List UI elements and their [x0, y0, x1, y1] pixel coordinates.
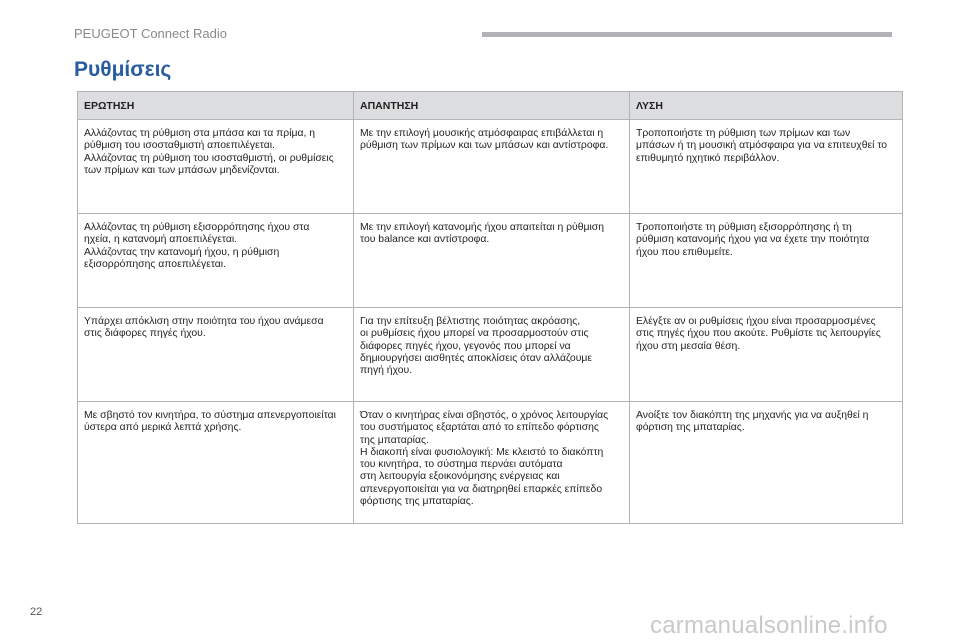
faq-table: [77, 91, 903, 524]
table-row: [78, 308, 903, 402]
table-row: [78, 120, 903, 214]
answer-cell: Με την επιλογή κατανομής ήχου απαιτείται η ρύθμιση του balance και αντίστροφα.: [354, 214, 630, 308]
table-header-row: [78, 92, 903, 120]
question-cell: Με σβηστό τον κινητήρα, το σύστημα απενεργοποιείται ύστερα από μερικά λεπτά χρήσης.: [78, 402, 354, 524]
column-header-question: ΕΡΩΤΗΣΗ: [78, 92, 354, 120]
page-number: 22: [30, 606, 43, 618]
question-cell: Αλλάζοντας τη ρύθμιση εξισορρόπησης ήχου στα ηχεία, η κατανομή αποεπιλέγεται. Αλλάζοντας την κατανομή ήχου, η ρύθμιση εξισορρόπησης αποεπιλέγεται.: [78, 214, 354, 308]
answer-cell: Για την επίτευξη βέλτιστης ποιότητας ακρόασης, οι ρυθμίσεις ήχου μπορεί να προσαρμοστούν στις διάφορες πηγές ήχου, γεγονός που μπορεί να δημιουργήσει αισθητές αποκλίσεις όταν αλλάζουμε πηγή ήχου.: [354, 308, 630, 402]
solution-cell: Τροποποιήστε τη ρύθμιση εξισορρόπησης ή τη ρύθμιση κατανομής ήχου για να έχετε την ποιότητα ήχου που επιθυμείτε.: [630, 214, 903, 308]
header-divider-bar: [482, 32, 892, 37]
manual-product-name: PEUGEOT Connect Radio: [74, 26, 227, 41]
solution-cell: Ελέγξτε αν οι ρυθμίσεις ήχου είναι προσαρμοσμένες στις πηγές ήχου που ακούτε. Ρυθμίστε τις λειτουργίες ήχου στη μεσαία θέση.: [630, 308, 903, 402]
solution-cell: Τροποποιήστε τη ρύθμιση των πρίμων και των μπάσων ή τη μουσική ατμόσφαιρα για να επιτευχθεί το επιθυμητό ηχητικό περιβάλλον.: [630, 120, 903, 214]
question-cell: Υπάρχει απόκλιση στην ποιότητα του ήχου ανάμεσα στις διάφορες πηγές ήχου.: [78, 308, 354, 402]
watermark: carmanualsonline.info: [650, 612, 888, 639]
page-title: Ρυθμίσεις: [74, 58, 172, 81]
answer-cell: Με την επιλογή μουσικής ατμόσφαιρας επιβάλλεται η ρύθμιση των πρίμων και των μπάσων και αντίστροφα.: [354, 120, 630, 214]
column-header-solution: ΛΥΣΗ: [630, 92, 903, 120]
answer-cell: Όταν ο κινητήρας είναι σβηστός, ο χρόνος λειτουργίας του συστήματος εξαρτάται από το επίπεδο φόρτισης της μπαταρίας. Η διακοπή είναι φυσιολογική: Με κλειστό το διακόπτη του κινητήρα, το σύστημα περνάει αυτόματα στη λειτουργία εξοικονόμησης ενέργειας και απενεργοποιείται για να διατηρηθεί επαρκές επίπεδο φόρτισης της μπαταρίας.: [354, 402, 630, 524]
solution-cell: Ανοίξτε τον διακόπτη της μηχανής για να αυξηθεί η φόρτιση της μπαταρίας.: [630, 402, 903, 524]
table-row: [78, 402, 903, 524]
question-cell: Αλλάζοντας τη ρύθμιση στα μπάσα και τα πρίμα, η ρύθμιση του ισοσταθμιστή αποεπιλέγεται. Αλλάζοντας τη ρύθμιση του ισοσταθμιστή, οι ρυθμίσεις των πρίμων και των μπάσων μηδενίζονται.: [78, 120, 354, 214]
table-row: [78, 214, 903, 308]
column-header-answer: ΑΠΑΝΤΗΣΗ: [354, 92, 630, 120]
